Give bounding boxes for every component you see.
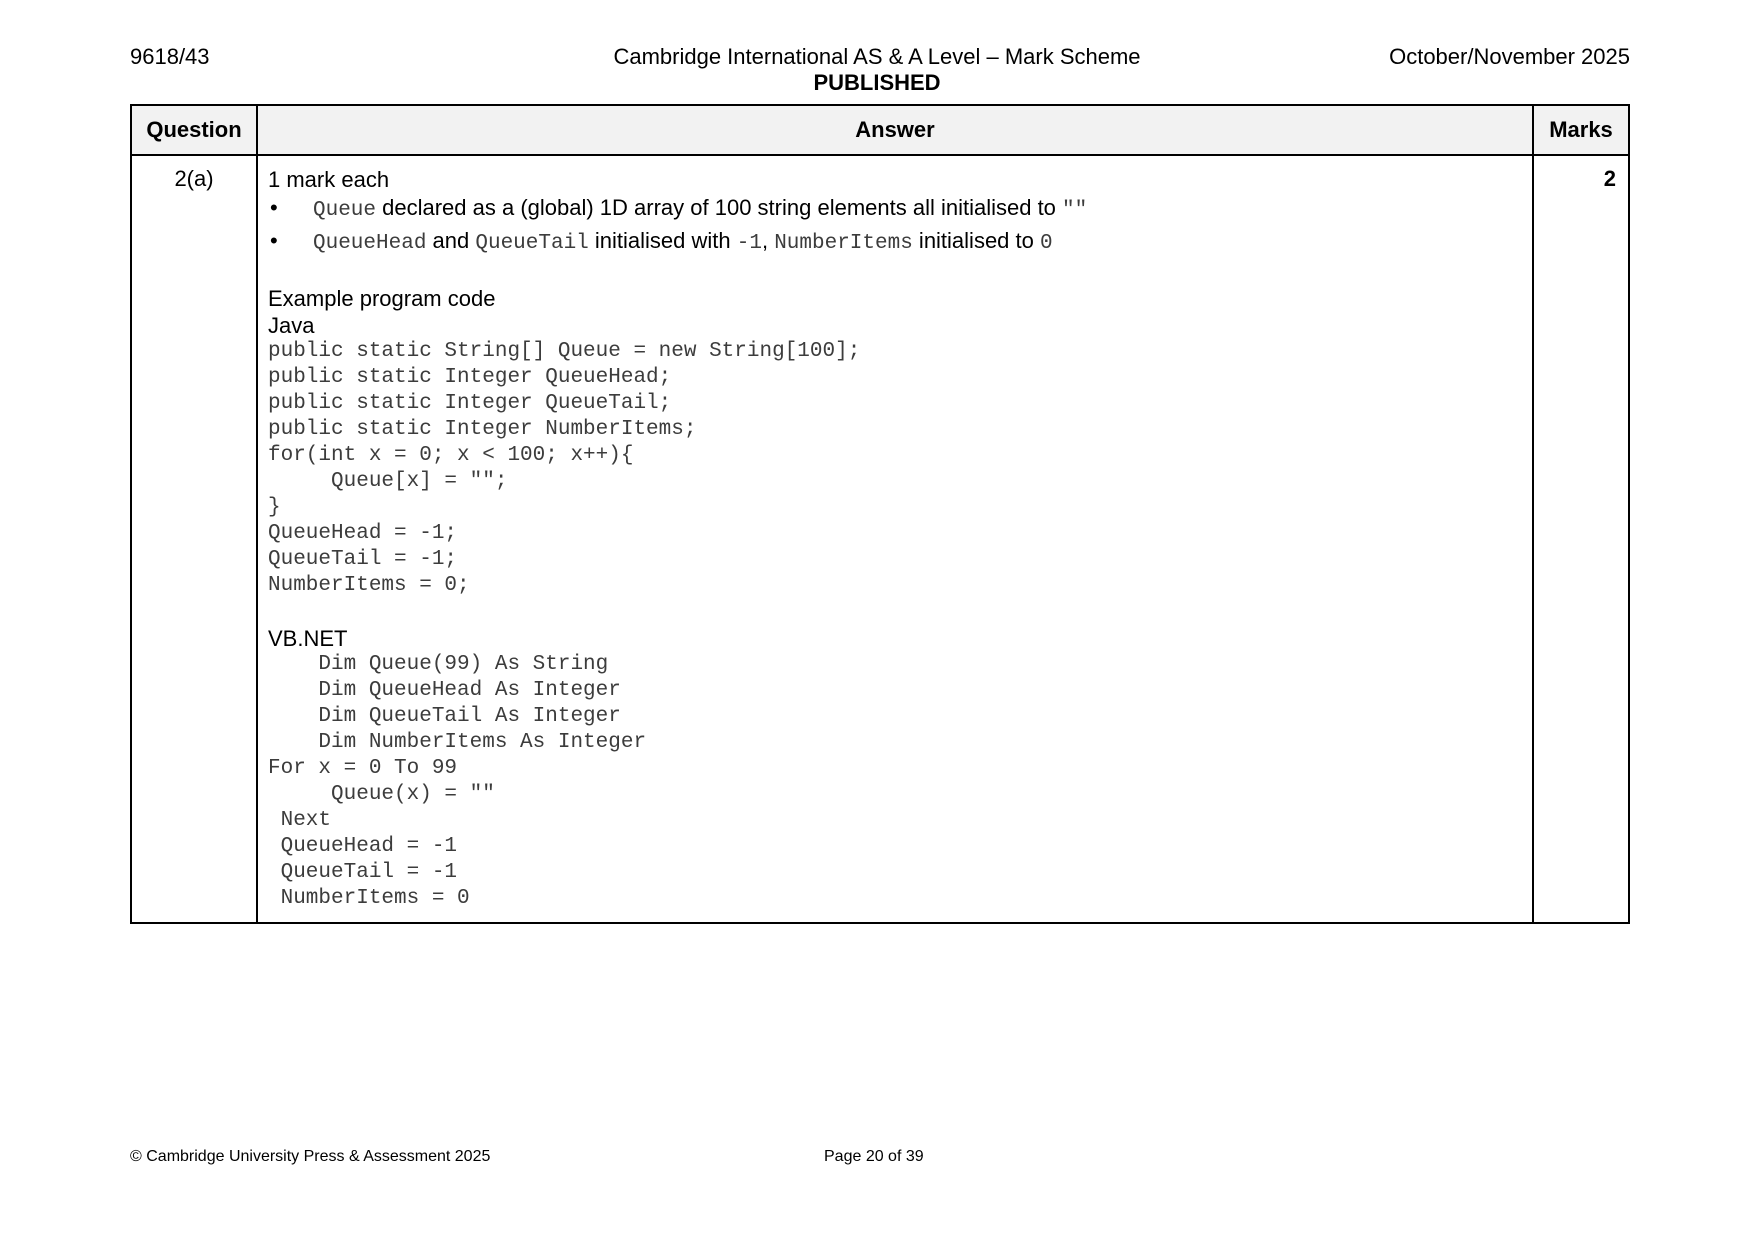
code-term: NumberItems: [774, 232, 913, 255]
point-text: ,: [761, 228, 775, 253]
point-text: declared as a (global) 1D array of 100 string elements all initialised to: [376, 195, 1063, 220]
point-text: and: [426, 228, 476, 253]
marking-points: [268, 193, 1522, 259]
code-term: "": [1062, 199, 1088, 222]
vbnet-code-block: Dim Queue(99) As String Dim QueueHead As Integer Dim QueueTail As Integer Dim NumberItems As Integer For x = 0 To 99 Queue(x) = "" Next QueueHead = -1 QueueTail = -1 NumberItems = 0: [268, 653, 647, 910]
point-text: initialised with: [588, 228, 737, 253]
marks-value: 2: [1533, 155, 1629, 923]
paper-code: 9618/43: [130, 44, 210, 69]
published-label: PUBLISHED: [813, 70, 941, 95]
table-header-row: [131, 105, 1629, 155]
page-number: Page 20 of 39: [824, 1148, 924, 1165]
copyright-notice: © Cambridge University Press & Assessment 2025: [130, 1148, 491, 1165]
code-term: 0: [1040, 232, 1053, 255]
table-row: [131, 155, 1629, 923]
java-code-block: public static String[] Queue = new String[100]; public static Integer QueueHead; public static Integer QueueTail; public static Integer NumberItems; for(int x = 0; x < 100; x++){ Queue[x] = ""; } QueueHead = -1; QueueTail = -1; NumberItems = 0;: [268, 340, 861, 597]
document-title: Cambridge International AS & A Level – Mark Scheme: [613, 44, 1141, 69]
marks-column-header: Marks: [1533, 105, 1629, 155]
marking-point-1: [268, 193, 1522, 226]
bullet-icon: •: [270, 228, 278, 253]
vbnet-label: VB.NET: [268, 626, 348, 651]
mark-allocation-note: 1 mark each: [268, 167, 390, 192]
bullet-icon: •: [270, 195, 278, 220]
mark-scheme-table: [130, 104, 1630, 924]
code-term: QueueTail: [475, 232, 589, 255]
code-term: QueueHead: [313, 232, 427, 255]
question-column-header: Question: [131, 105, 257, 155]
code-term: -1: [736, 232, 762, 255]
point-text: initialised to: [912, 228, 1040, 253]
java-label: Java: [268, 313, 315, 338]
example-heading: Example program code: [268, 286, 496, 311]
question-number: 2(a): [131, 155, 257, 923]
code-term: Queue: [313, 199, 377, 222]
answer-column-header: Answer: [257, 105, 1533, 155]
answer-cell: [257, 155, 1533, 923]
exam-session: October/November 2025: [1389, 44, 1630, 69]
marking-point-2: [268, 226, 1522, 259]
